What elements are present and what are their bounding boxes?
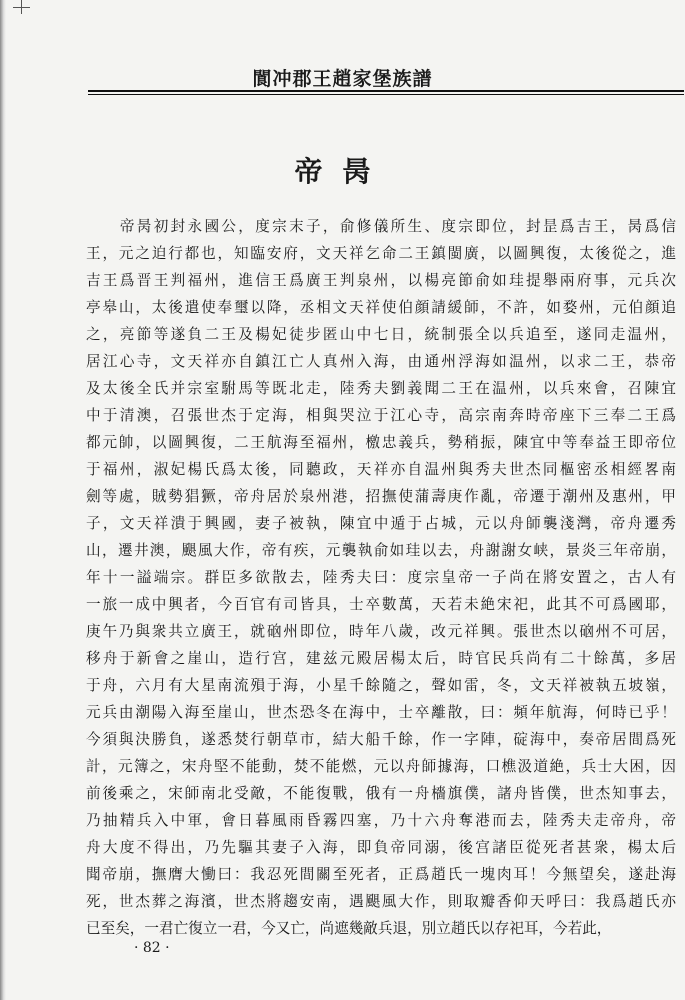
text-line: 及太後全氏并宗室駙馬等既北走，陸秀夫劉義聞二王在温州，以兵來會，召陳宜 (86, 380, 676, 397)
text-line: 元兵由潮陽入海至崖山，世杰恐冬在海中，士卒離散，曰：頻年航海，何時已乎！ (86, 704, 676, 721)
text-line: 乃抽精兵入中軍，會日暮風雨昏霧四塞，乃十六舟奪港而去，陸秀夫走帝舟，帝 (86, 812, 676, 829)
text-line: 亭皋山，太後遣使奉璽以降，丞相文天祥使伯顔請緩師，不許，如婺州，元伯顔追 (86, 299, 676, 316)
text-line: 已至矣，一君亡復立一君，今又亡，尚遮幾敵兵退，別立趙氏以存祀耳，今若此， (86, 920, 612, 937)
chapter-title: 帝昺 (294, 155, 391, 188)
text-line: 庚午乃與衆共立廣王，就硇州即位，時年八歲，改元祥興。張世杰以硇州不可居， (86, 623, 676, 640)
text-line: 吉王爲晋王判福州，進信王爲廣王判泉州，以楊亮節俞如珪提舉兩府事，元兵次 (86, 272, 676, 289)
text-line: 前後乘之，宋師南北受敵，不能復戰，俄有一舟檣旗僕，諸舟皆僕，世杰知事去， (86, 785, 676, 802)
header-rule-thin (88, 94, 684, 95)
text-line: 之，亮節等遂負二王及楊妃徒步匿山中七日，統制張全以兵追至，遂同走温州， (86, 326, 676, 343)
text-line: 于福州，淑妃楊氏爲太後，同聽政，天祥亦自温州與秀夫世杰同樞密丞相經畧南 (86, 461, 676, 478)
text-line: 居江心寺，文天祥亦自鎮江亡人真州入海，由通州浮海如温州，以求二王，恭帝 (86, 353, 676, 370)
text-line: 計，元簿之，宋舟堅不能動，焚不能燃，元以舟師據海，口樵汲道絶，兵士大困，因 (86, 758, 676, 775)
text-line: 死，世杰葬之海濱，世杰將趨安南，遇颶風大作，則取瓣香仰天呼曰：我爲趙氏亦 (86, 893, 676, 910)
text-line: 一旅一成中興者，今百官有司皆具，士卒數萬，天若未絶宋祀，此其不可爲國耶， (86, 596, 676, 613)
body-text (86, 213, 676, 942)
text-line: 王，元之迫行都也，知臨安府，文天祥乞命二王鎮閩廣，以圖興復，太後從之，進 (86, 245, 676, 262)
text-line: 于舟，六月有大星南流殞于海，小星千餘隨之，聲如雷，冬，文天祥被執五坡嶺， (86, 677, 676, 694)
text-line: 子，文天祥潰于興國，妻子被執，陳宜中遁于占城，元以舟師襲淺灣，帝舟遷秀 (86, 515, 676, 532)
text-line: 劍等處，賊勢猖獗，帝舟居於泉州港，招撫使蒲壽庚作亂，帝遷于潮州及惠州，甲 (86, 488, 676, 505)
text-line: 聞帝崩，撫膺大慟曰：我忍死間關至死者，正爲趙氏一塊肉耳！今無望矣，遂赴海 (86, 866, 676, 883)
text-line: 年十一謚端宗。群臣多欲散去，陸秀夫曰：度宗皇帝一子尚在將安置之，古人有 (86, 569, 676, 586)
registration-mark-bar (13, 7, 30, 8)
running-header: 閬冲郡王趙家堡族譜 (252, 68, 433, 90)
text-line: 今須與決勝負，遂悉焚行朝草市，結大船千餘，作一字陣，碇海中，奏帝居間爲死 (86, 731, 676, 748)
text-line: 山，遷井澳，颶風大作，帝有疾，元襲執俞如珪以去，舟謝謝女峡，景炎三年帝崩， (86, 542, 676, 559)
text-line: 舟大度不得出，乃先驅其妻子入海，即負帝同溺，後宫諸臣從死者甚衆，楊太后 (86, 839, 676, 856)
text-line: 帝昺初封永國公，度宗末子，俞修儀所生、度宗即位，封昰爲吉王，昺爲信 (86, 218, 676, 235)
text-line: 中于清澳，召張世杰于定海，相與哭泣于江心寺，高宗南奔時帝座下三奉二王爲 (86, 407, 676, 424)
header-rule-thick (88, 90, 684, 92)
text-line: 都元帥，以圖興復，二王航海至福州，檄忠義兵，勢稍振，陳宜中等奉益王即帝位 (86, 434, 676, 451)
page-number: · 82 · (134, 940, 170, 956)
text-line: 移舟于新會之崖山，造行宫，建兹元殿居楊太后，時官民兵尚有二十餘萬，多居 (86, 650, 676, 667)
